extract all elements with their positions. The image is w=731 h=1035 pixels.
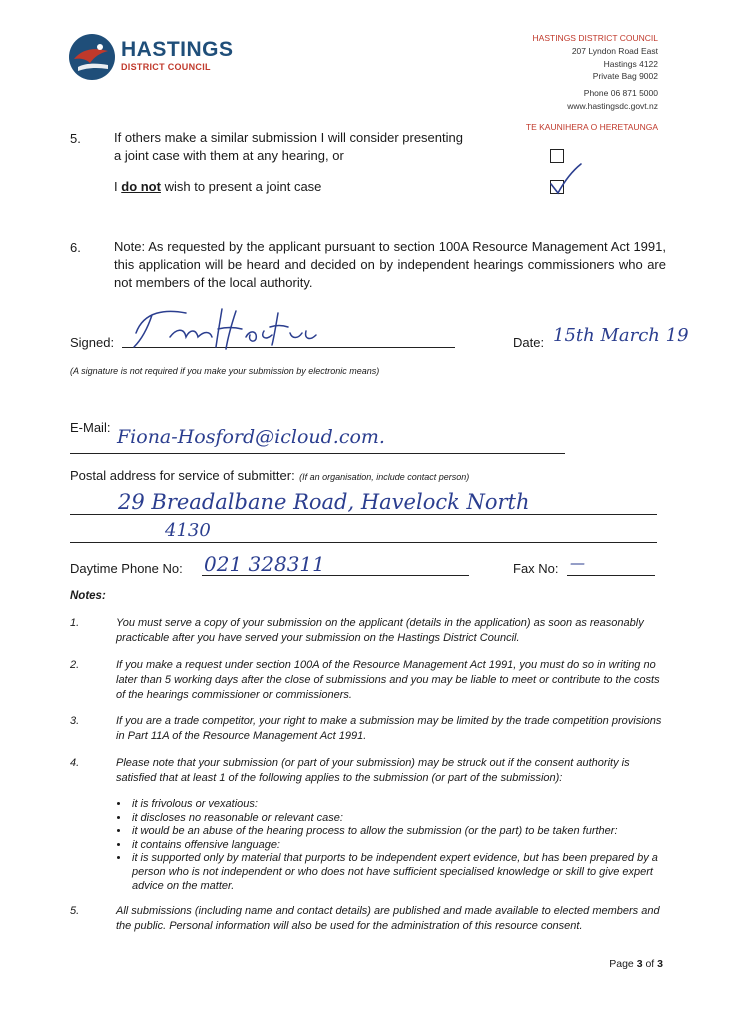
section-6-number: 6. [70,240,81,255]
fax-line [567,575,655,576]
address-line: Private Bag 9002 [592,71,658,82]
note-number: 3. [70,715,80,727]
checkmark-icon [548,162,584,201]
email-label: E-Mail: [70,420,111,435]
email-line [70,453,565,454]
option-suffix: wish to present a joint case [164,179,322,194]
address-org: HASTINGS DISTRICT COUNCIL [532,33,658,43]
council-logo-icon [68,33,116,81]
section-5-line: a joint case with them at any hearing, or [114,148,344,163]
postal-underline-1 [70,514,657,515]
postal-underline-2 [70,542,657,543]
logo-wordmark: HASTINGS [121,38,234,61]
list-item: • it would be an abuse of the hearing process to allow the submission (or the part) to be taken further: [130,825,666,839]
email-value[interactable]: Fiona-Hosford@icloud.com. [117,426,385,448]
section-5-text [114,129,494,165]
postal-hint: (If an organisation, include contact person) [299,472,470,482]
postal-label: Postal address for service of submitter: [70,468,295,483]
postal-label-row [70,467,469,485]
date-value[interactable]: 15th March 19 [553,325,689,346]
section-5-number: 5. [70,131,81,146]
signature-hint: (A signature is not required if you make your submission by electronic means) [70,366,380,376]
phone-value[interactable]: 021 328311 [204,552,325,576]
note-number: 2. [70,659,80,671]
postal-line-1[interactable]: 29 Breadalbane Road, Havelock North [118,490,530,514]
no-joint-case-option [114,179,321,194]
council-address [533,32,658,113]
list-item: • it is frivolous or vexatious: [130,798,666,812]
list-item: • it is supported only by material that purports to be independent expert evidence, but has been prepared by a person who is not independent or who does not have sufficient specialised knowledge or skill to give expert advice on the matter. [130,852,666,893]
joint-case-checkbox[interactable] [550,149,564,163]
strike-out-reasons-list [116,798,666,893]
notes-title: Notes: [70,590,106,602]
list-item: • it contains offensive language: [130,839,666,853]
page-prefix: Page [609,958,634,970]
note-number: 4. [70,757,80,769]
phone-line [202,575,469,576]
note-text: All submissions (including name and contact details) are published and made available to elected members and the public. Personal information will also be used for the administration of this resource consent. [116,905,660,932]
date-label: Date: [513,335,545,350]
signature-image [126,303,376,351]
option-prefix: I [114,179,118,194]
option-emphasis: do not [121,179,161,194]
page-current: 3 [636,958,643,970]
note-number: 1. [70,617,80,629]
page-of: of [645,958,655,970]
phone-label: Daytime Phone No: [70,561,183,576]
maori-name: TE KAUNIHERA O HERETAUNGA [525,122,658,132]
fax-value[interactable]: — [570,554,585,572]
logo-subtitle: DISTRICT COUNCIL [121,62,211,72]
note-text: Please note that your submission (or part of your submission) may be struck out if the consent authority is satisfied that at least 1 of the following applies to the submission (or part of the submission): [116,757,630,784]
note-text: You must serve a copy of your submission on the applicant (details in the application) as soon as reasonably practicable after you have served your submission on the Hastings District Council. [116,617,644,644]
section-5-line: If others make a similar submission I will consider presenting [114,130,463,145]
council-website: www.hastingsdc.govt.nz [567,100,658,111]
signed-label: Signed: [70,335,115,350]
postal-line-2[interactable]: 4130 [165,520,211,541]
note-text: If you make a request under section 100A of the Resource Management Act 1991, you must do so in writing no later than 5 working days after the close of submissions and you may be liable to meet or contribute to the costs of the hearings commissioner or commissioners. [116,659,660,701]
address-line: Hastings 4122 [603,58,658,69]
page-number [609,958,663,970]
page-total: 3 [657,958,663,970]
address-line: 207 Lyndon Road East [571,45,658,56]
note-text: If you are a trade competitor, your right to make a submission may be limited by the trade competition provisions in Part 11A of the Resource Management Act 1991. [116,715,662,742]
list-item: • it discloses no reasonable or relevant case: [130,812,666,826]
section-6-text: Note: As requested by the applicant pursuant to section 100A Resource Management Act 1991, this application will be heard and decided on by independent hearings commissioners who are not members of the local authority. [114,239,666,290]
fax-label: Fax No: [513,561,559,576]
council-phone: Phone 06 871 5000 [583,88,658,99]
note-number: 5. [70,905,80,917]
